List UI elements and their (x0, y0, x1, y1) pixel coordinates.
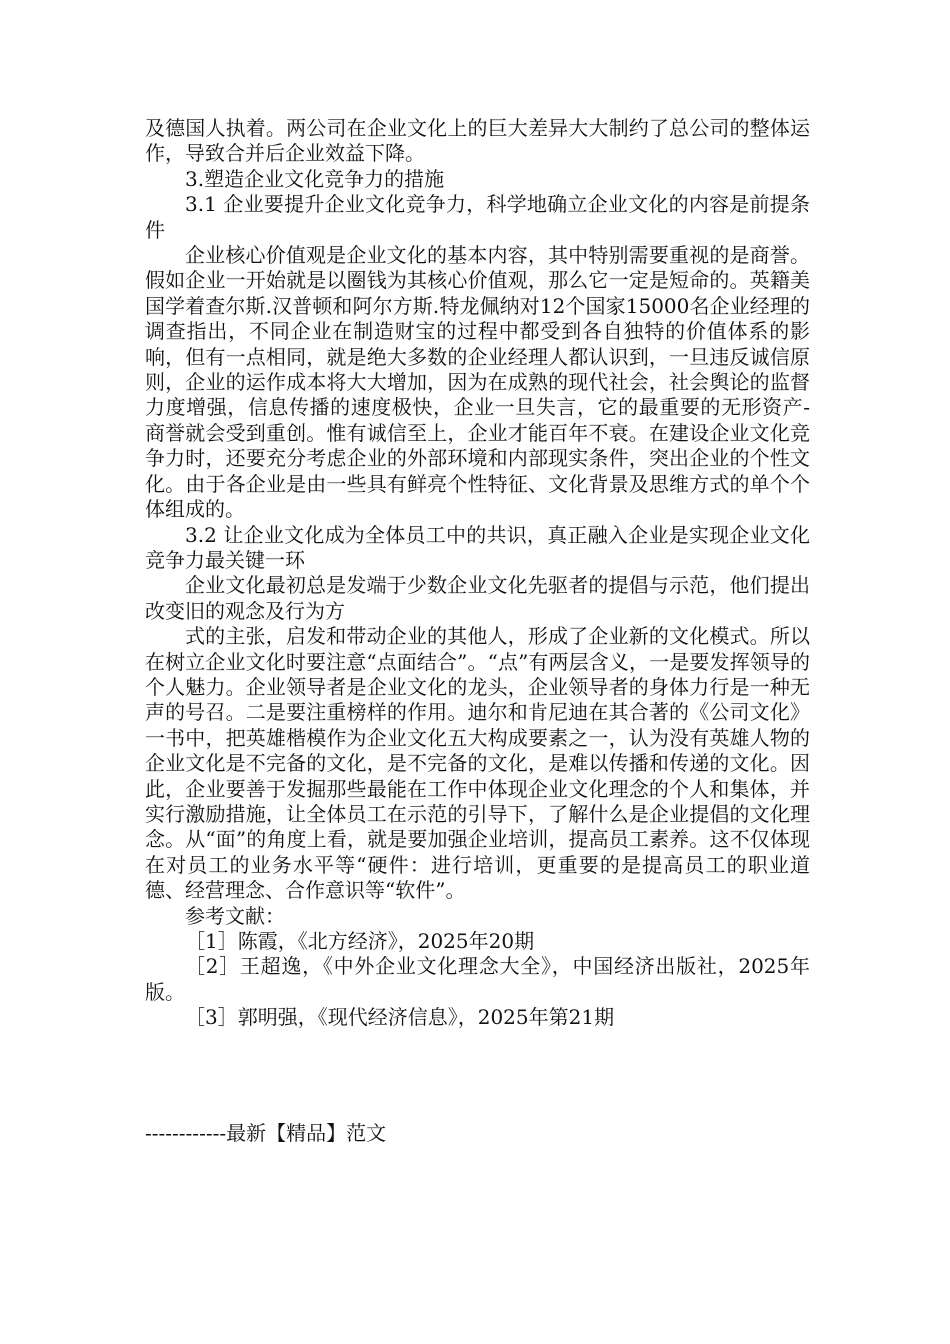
reference-item: ［1］陈霞，《北方经济》，2025年20期 (185, 929, 535, 953)
body-paragraph: 企业文化最初总是发端于少数企业文化先驱者的提倡与示范，他们提出改变旧的观念及行为方 (145, 573, 810, 623)
paragraph-continuation: 及德国人执着。两公司在企业文化上的巨大差异大大制约了总公司的整体运作，导致合并后企业效益下降。 (145, 116, 810, 166)
document-body (145, 116, 810, 1031)
subsection-heading: 3.2 让企业文化成为全体员工中的共识，真正融入企业是实现企业文化竞争力最关键一环 (145, 522, 810, 572)
section-heading: 3.塑造企业文化竞争力的措施 (185, 166, 445, 191)
reference-item: ［2］王超逸，《中外企业文化理念大全》，中国经济出版社，2025年版。 (145, 954, 810, 1004)
page-footer: ------------最新【精品】范文 (145, 1121, 387, 1145)
subsection-heading: 3.1 企业要提升企业文化竞争力，科学地确立企业文化的内容是前提条件 (145, 192, 810, 242)
references-heading: 参考文献： (185, 903, 285, 928)
reference-item: ［3］郭明强，《现代经济信息》，2025年第21期 (185, 1005, 615, 1030)
body-paragraph: 企业核心价值观是企业文化的基本内容，其中特别需要重视的是商誉。假如企业一开始就是以圈钱为其核心价值观，那么它一定是短命的。英籍美国学着查尔斯.汉普顿和阿尔方斯.特龙佩纳对12个国家15000名企业经理的调查指出，不同企业在制造财宝的过程中都受到各自独特的价值体系的影响，但有一点相同，就是绝大多数的企业经理人都认识到，一旦违反诚信原则，企业的运作成本将大大增加，因为在成熟的现代社会，社会舆论的监督力度增强，信息传播的速度极快，企业一旦失言，它的最重要的无形资产-商誉就会受到重创。惟有诚信至上，企业才能百年不衰。在建设企业文化竞争力时，还要充分考虑企业的外部环境和内部现实条件，突出企业的个性文化。由于各企业是由一些具有鲜亮个性特征、文化背景及思维方式的单个个体组成的。 (145, 243, 810, 522)
body-paragraph: 式的主张，启发和带动企业的其他人，形成了企业新的文化模式。所以在树立企业文化时要注意“点面结合”。“点”有两层含义，一是要发挥领导的个人魅力。企业领导者是企业文化的龙头，企业领导者的身体力行是一种无声的号召。二是要注重榜样的作用。迪尔和肯尼迪在其合著的《公司文化》一书中，把英雄楷模作为企业文化五大构成要素之一，认为没有英雄人物的企业文化是不完备的文化，是不完备的文化，是难以传播和传递的文化。因此，企业要善于发掘那些最能在工作中体现企业文化理念的个人和集体，并实行激励措施，让全体员工在示范的引导下，了解什么是企业提倡的文化理念。从“面”的角度上看，就是要加强企业培训，提高员工素养。这不仅体现在对员工的业务水平等“硬件：进行培训，更重要的是提高员工的职业道德、经营理念、合作意识等“软件”。 (145, 624, 810, 903)
